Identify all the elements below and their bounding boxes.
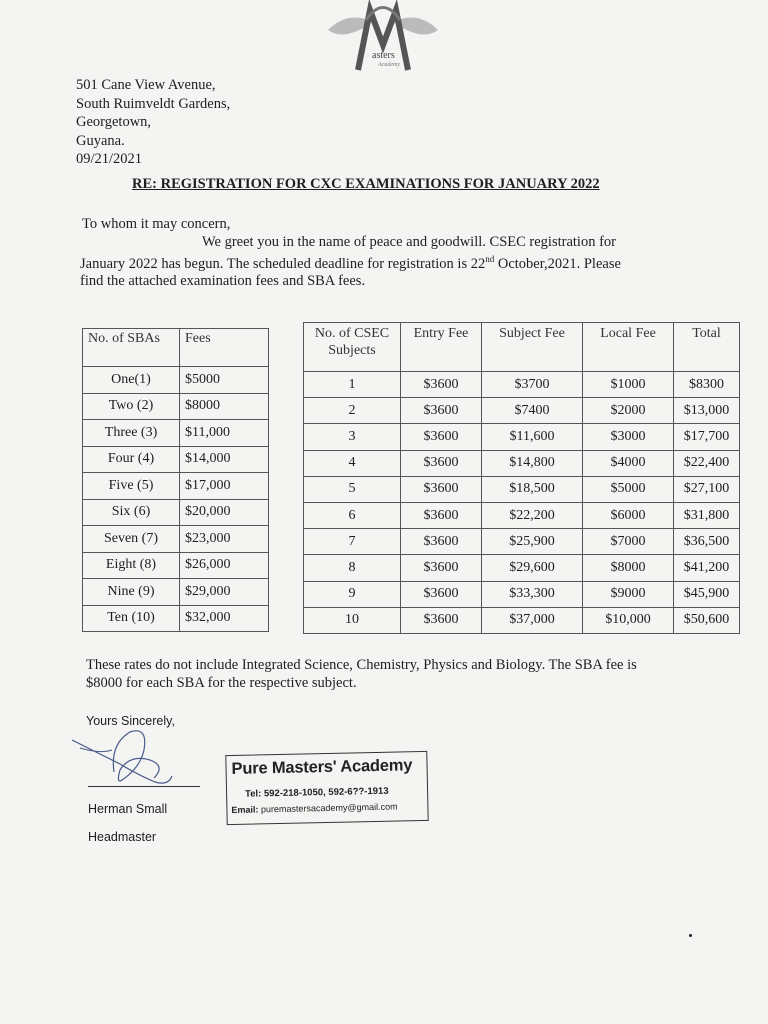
sba-count-cell: Three (3) <box>83 420 180 447</box>
table-row <box>83 579 269 606</box>
local-fee-cell: $8000 <box>583 555 674 581</box>
entry-fee-cell: $3600 <box>401 502 482 528</box>
local-fee-cell: $9000 <box>583 581 674 607</box>
sba-fees-table <box>82 328 269 632</box>
academy-stamp <box>225 751 428 825</box>
column-header: No. of CSEC Subjects <box>304 323 401 372</box>
table-row <box>304 607 740 633</box>
table-row <box>83 367 269 394</box>
local-fee-cell: $5000 <box>583 476 674 502</box>
total-cell: $13,000 <box>674 398 740 424</box>
total-cell: $17,700 <box>674 424 740 450</box>
table-header-row <box>83 329 269 367</box>
subject-heading: RE: REGISTRATION FOR CXC EXAMINATIONS FOR JANUARY 2022 <box>132 176 600 192</box>
local-fee-cell: $6000 <box>583 502 674 528</box>
letter-date: 09/21/2021 <box>76 151 143 167</box>
subject-count-cell: 8 <box>304 555 401 581</box>
table-row <box>83 499 269 526</box>
csec-fees-table <box>303 322 740 634</box>
local-fee-cell: $2000 <box>583 398 674 424</box>
salutation: To whom it may concern, <box>82 216 231 232</box>
table-row <box>304 398 740 424</box>
sba-count-cell: Seven (7) <box>83 526 180 553</box>
subject-fee-cell: $29,600 <box>482 555 583 581</box>
entry-fee-cell: $3600 <box>401 372 482 398</box>
table-row <box>304 424 740 450</box>
subject-fee-cell: $14,800 <box>482 450 583 476</box>
closing: Yours Sincerely, <box>86 714 175 728</box>
ordinal-suffix: nd <box>485 254 495 264</box>
subject-count-cell: 2 <box>304 398 401 424</box>
address-line: 501 Cane View Avenue, <box>76 77 216 93</box>
column-header: Entry Fee <box>401 323 482 372</box>
signer-name: Herman Small <box>88 802 168 816</box>
stamp-email <box>231 802 397 815</box>
subject-fee-cell: $25,900 <box>482 529 583 555</box>
total-cell: $27,100 <box>674 476 740 502</box>
signer-title: Headmaster <box>88 830 157 844</box>
logo-text: asters <box>372 50 395 61</box>
address-line: South Ruimveldt Gardens, <box>76 95 231 112</box>
ink-mark <box>689 934 692 937</box>
local-fee-cell: $10,000 <box>583 607 674 633</box>
total-cell: $31,800 <box>674 502 740 528</box>
subject-count-cell: 9 <box>304 581 401 607</box>
local-fee-cell: $3000 <box>583 424 674 450</box>
subject-fee-cell: $11,600 <box>482 424 583 450</box>
total-cell: $8300 <box>674 372 740 398</box>
subject-fee-cell: $37,000 <box>482 607 583 633</box>
address-line: Georgetown, <box>76 114 152 130</box>
sba-fee-cell: $29,000 <box>180 579 269 606</box>
table-row <box>83 605 269 632</box>
table-header-row <box>304 323 740 372</box>
table-row <box>83 473 269 500</box>
table-row <box>83 552 269 579</box>
logo-subtext: Academy <box>378 62 400 68</box>
body-line: We greet you in the name of peace and goodwill. CSEC registration for <box>202 233 616 250</box>
entry-fee-cell: $3600 <box>401 607 482 633</box>
letter-body <box>82 216 682 291</box>
subject-count-cell: 3 <box>304 424 401 450</box>
table-row <box>83 446 269 473</box>
body-line: find the attached examination fees and SBA fees. <box>80 273 366 290</box>
stamp-email-address: puremastersacademy@gmail.com <box>258 801 398 815</box>
subject-fee-cell: $33,300 <box>482 581 583 607</box>
column-header: No. of SBAs <box>83 329 180 367</box>
subject-count-cell: 5 <box>304 476 401 502</box>
subject-count-cell: 1 <box>304 372 401 398</box>
sba-count-cell: Two (2) <box>83 393 180 420</box>
sba-fee-cell: $11,000 <box>180 420 269 447</box>
signature-line <box>88 786 200 787</box>
table-row <box>83 526 269 553</box>
table-row <box>304 502 740 528</box>
subject-count-cell: 6 <box>304 502 401 528</box>
sba-fee-cell: $5000 <box>180 367 269 394</box>
table-row <box>304 555 740 581</box>
sba-count-cell: One(1) <box>83 367 180 394</box>
entry-fee-cell: $3600 <box>401 476 482 502</box>
local-fee-cell: $1000 <box>583 372 674 398</box>
total-cell: $41,200 <box>674 555 740 581</box>
sba-count-cell: Five (5) <box>83 473 180 500</box>
subject-count-cell: 10 <box>304 607 401 633</box>
address-line: Guyana. <box>76 132 125 149</box>
column-header: Subject Fee <box>482 323 583 372</box>
sba-count-cell: Six (6) <box>83 499 180 526</box>
total-cell: $50,600 <box>674 607 740 633</box>
entry-fee-cell: $3600 <box>401 424 482 450</box>
sba-fee-cell: $17,000 <box>180 473 269 500</box>
body-text: January 2022 has begun. The scheduled deadline for registration is 22 <box>80 255 486 272</box>
sba-fee-cell: $26,000 <box>180 552 269 579</box>
table-row <box>83 393 269 420</box>
entry-fee-cell: $3600 <box>401 581 482 607</box>
table-row <box>304 476 740 502</box>
sba-count-cell: Nine (9) <box>83 579 180 606</box>
sba-count-cell: Eight (8) <box>83 552 180 579</box>
subject-fee-cell: $22,200 <box>482 502 583 528</box>
sba-fee-cell: $14,000 <box>180 446 269 473</box>
sender-address <box>76 76 230 169</box>
subject-fee-cell: $18,500 <box>482 476 583 502</box>
total-cell: $22,400 <box>674 450 740 476</box>
sba-fee-cell: $20,000 <box>180 499 269 526</box>
sba-count-cell: Ten (10) <box>83 605 180 632</box>
subject-fee-cell: $3700 <box>482 372 583 398</box>
subject-count-cell: 4 <box>304 450 401 476</box>
local-fee-cell: $7000 <box>583 529 674 555</box>
stamp-phone: Tel: 592-218-1050, 592-6??-1913 <box>244 785 389 800</box>
local-fee-cell: $4000 <box>583 450 674 476</box>
sba-fee-cell: $32,000 <box>180 605 269 632</box>
entry-fee-cell: $3600 <box>401 529 482 555</box>
sba-count-cell: Four (4) <box>83 446 180 473</box>
column-header: Fees <box>180 329 269 367</box>
total-cell: $36,500 <box>674 529 740 555</box>
sba-fee-cell: $8000 <box>180 393 269 420</box>
stamp-name: Pure Masters' Academy <box>231 756 413 778</box>
entry-fee-cell: $3600 <box>401 555 482 581</box>
column-header: Total <box>674 323 740 372</box>
body-text: October,2021. Please <box>494 255 621 272</box>
note-line: These rates do not include Integrated Science, Chemistry, Physics and Biology. The SBA fee is <box>86 657 637 673</box>
subject-fee-cell: $7400 <box>482 398 583 424</box>
total-cell: $45,900 <box>674 581 740 607</box>
subject-count-cell: 7 <box>304 529 401 555</box>
fee-note <box>86 656 637 692</box>
table-row <box>304 372 740 398</box>
column-header: Local Fee <box>583 323 674 372</box>
note-line: $8000 for each SBA for the respective subject. <box>86 675 357 691</box>
entry-fee-cell: $3600 <box>401 398 482 424</box>
table-row <box>304 450 740 476</box>
entry-fee-cell: $3600 <box>401 450 482 476</box>
body-line <box>80 251 682 273</box>
table-row <box>304 529 740 555</box>
sba-fee-cell: $23,000 <box>180 526 269 553</box>
table-row <box>304 581 740 607</box>
table-row <box>83 420 269 447</box>
stamp-email-label: Email: <box>231 804 259 816</box>
handwritten-signature <box>70 724 180 790</box>
